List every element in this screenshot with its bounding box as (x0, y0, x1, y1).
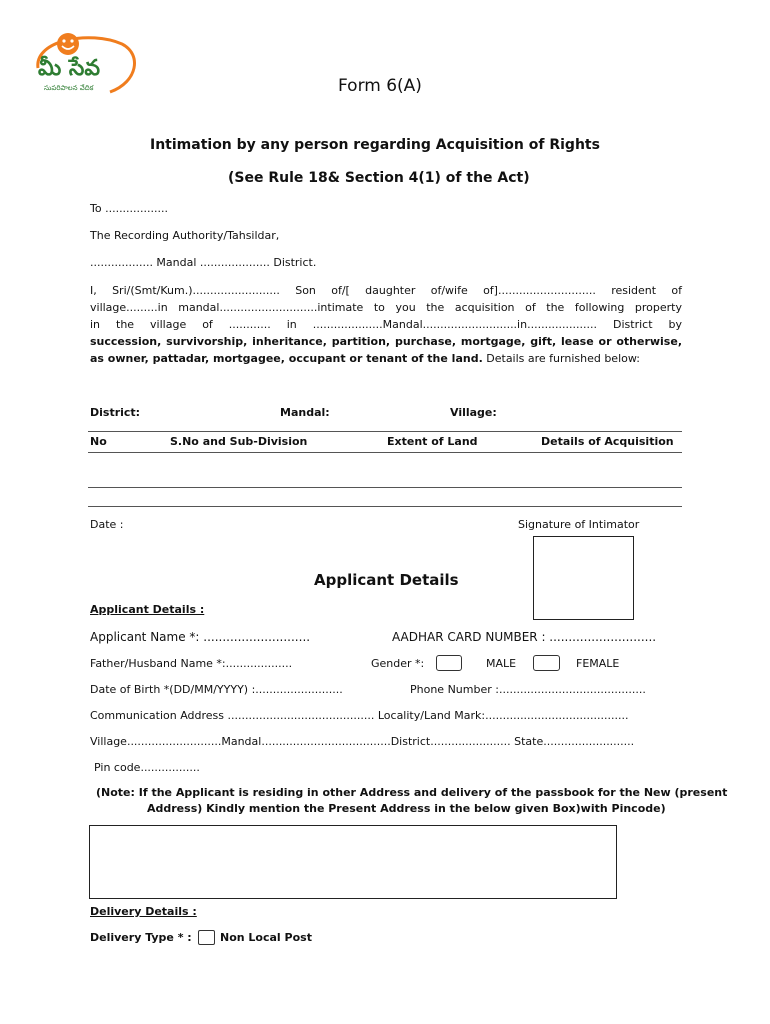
non-local-post-label: Non Local Post (220, 931, 312, 944)
table-header-rule (88, 452, 682, 453)
declaration-line-bold: as owner, pattadar, mortgagee, occupant or tenant of the land. (90, 352, 483, 365)
date-of-birth-field[interactable]: Date of Birth *(DD/MM/YYYY) :......................... (90, 683, 343, 696)
to-line: To .................. (90, 202, 169, 215)
photo-box (533, 536, 634, 620)
declaration-line-bold: succession, survivorship, inheritance, partition, purchase, mortgage, gift, lease or otherwise, (90, 335, 682, 348)
applicant-name-field[interactable]: Applicant Name *: ............................ (90, 630, 311, 644)
mandal-district-line: .................. Mandal .................... District. (90, 256, 317, 269)
table-top-rule (88, 431, 682, 432)
declaration-tail: Details are furnished below: (482, 352, 640, 365)
table-header-extent: Extent of Land (387, 435, 478, 448)
pin-code-field[interactable]: Pin code................. (94, 761, 200, 774)
father-husband-name-field[interactable]: Father/Husband Name *:................... (90, 657, 293, 670)
table-row-rule (88, 487, 682, 488)
logo-text: మీ సేవ (38, 56, 101, 81)
declaration-line: village.........in mandal............................intimate to you the acquisition of the following property (90, 301, 682, 314)
recipient-line: The Recording Authority/Tahsildar, (90, 229, 280, 242)
table-header-details: Details of Acquisition (541, 435, 674, 448)
declaration-line: in the village of ............ in ....................Mandal...........................in.................... District by (90, 318, 682, 331)
signature-label: Signature of Intimator (518, 518, 640, 531)
table-header-no: No (90, 435, 107, 448)
form-subheading: (See Rule 18& Section 4(1) of the Act) (228, 170, 530, 186)
gender-male-label: MALE (486, 657, 517, 670)
date-label: Date : (90, 518, 124, 531)
district-label: District: (90, 406, 141, 419)
present-address-box[interactable] (89, 825, 617, 899)
communication-address-field[interactable]: Communication Address .......................................... Locality/Land Mark:......................................... (90, 709, 629, 722)
note-line: (Note: If the Applicant is residing in other Address and delivery of the passbook for the New (present (96, 786, 728, 799)
gender-female-checkbox[interactable] (533, 655, 560, 671)
non-local-post-checkbox[interactable] (198, 930, 215, 945)
phone-number-field[interactable]: Phone Number :.......................................... (410, 683, 646, 696)
form-heading: Intimation by any person regarding Acquisition of Rights (150, 137, 600, 153)
declaration-line: I, Sri/(Smt/Kum.)......................... Son of/[ daughter of/wife of]............................ resident of (90, 284, 682, 297)
table-header-survey-no: S.No and Sub-Division (170, 435, 308, 448)
form-title: Form 6(A) (338, 76, 422, 96)
delivery-details-heading: Delivery Details : (90, 905, 197, 918)
declaration-paragraph (90, 282, 682, 367)
applicant-details-subheading: Applicant Details : (90, 603, 205, 616)
aadhar-number-field[interactable]: AADHAR CARD NUMBER : ............................ (392, 630, 657, 644)
mee-seva-logo (30, 30, 144, 100)
village-mandal-district-state-field[interactable]: Village...........................Mandal.....................................District....................... State.......................... (90, 735, 635, 748)
logo-tagline: సుపరిపాలన వేదిక (44, 84, 94, 92)
note-line: Address) Kindly mention the Present Address in the below given Box)with Pincode) (147, 802, 666, 815)
gender-female-label: FEMALE (576, 657, 620, 670)
gender-label: Gender *: (371, 657, 425, 670)
gender-male-checkbox[interactable] (436, 655, 462, 671)
village-label: Village: (450, 406, 497, 419)
table-bottom-rule (88, 506, 682, 507)
applicant-details-heading: Applicant Details (314, 571, 459, 589)
delivery-type-label: Delivery Type * : (90, 931, 192, 944)
mandal-label: Mandal: (280, 406, 330, 419)
